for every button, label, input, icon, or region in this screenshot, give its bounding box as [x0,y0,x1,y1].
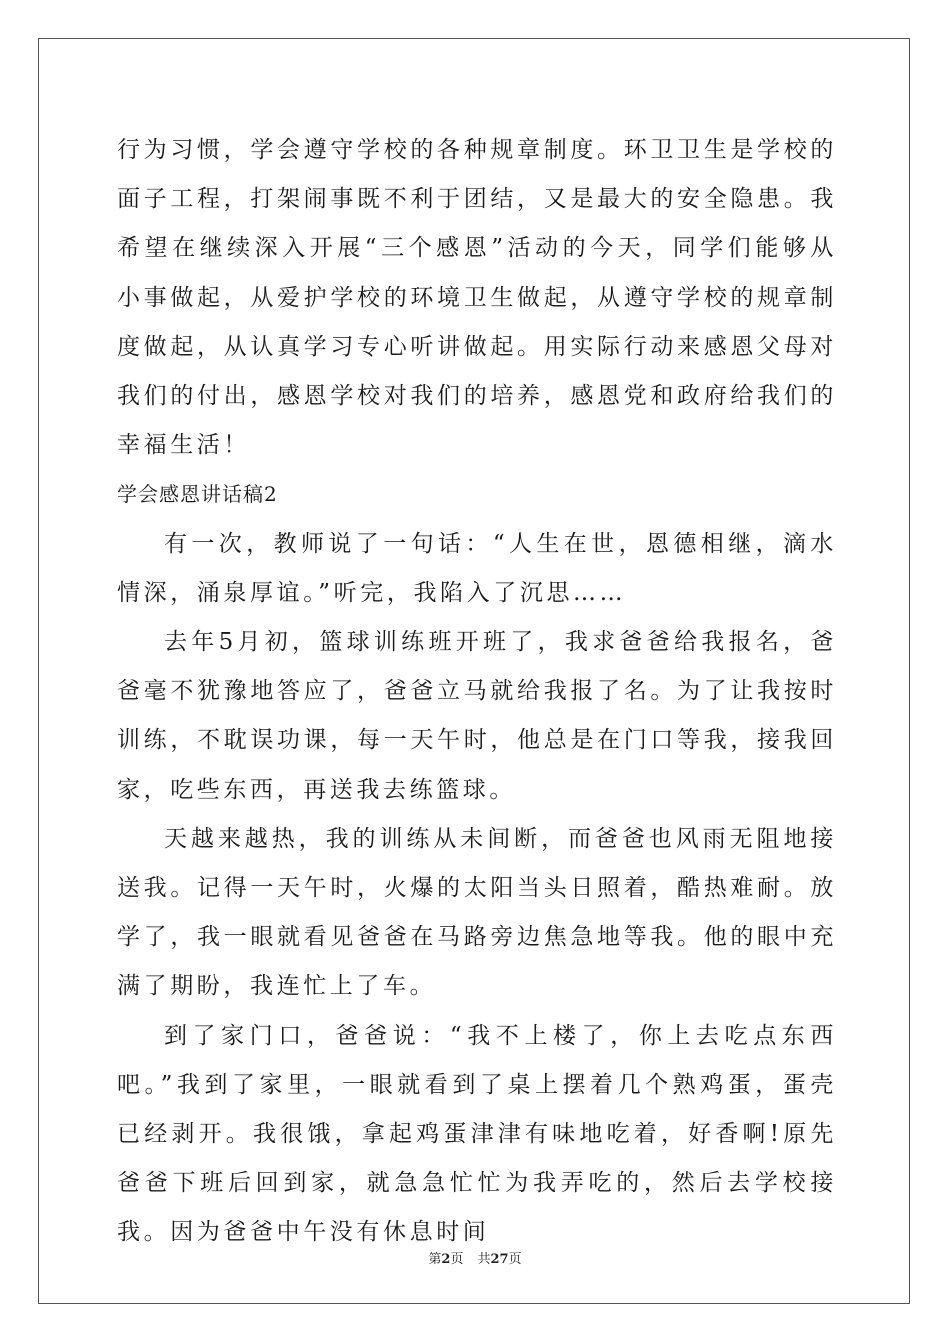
page-suffix: 页 [450,1252,464,1267]
paragraph-4: 天越来越热，我的训练从未间断，而爸爸也风雨无阻地接送我。记得一天午时，火爆的太阳当头日照着，酷热难耐。放学了，我一眼就看见爸爸在马路旁边焦急地等我。他的眼中充满了期盼，我连忙上了车。 [117,825,837,1000]
paragraph-3: 去年5月初，篮球训练班开班了，我求爸爸给我报名，爸爸毫不犹豫地答应了，爸爸立马就给我报了名。为了让我按时训练，不耽误功课，每一天午时，他总是在门口等我，接我回家，吃些东西，再送我去练篮球。 [117,629,837,803]
document-body [117,126,837,1258]
page-number: 2 [441,1252,451,1267]
paragraph-2: 有一次，教师说了一句话：“人生在世，恩德相继，滴水情深，涌泉厚谊。”听完，我陷入了沉思…… [117,530,837,606]
total-suffix: 页 [508,1252,522,1267]
paragraph-1: 行为习惯，学会遵守学校的各种规章制度。环卫卫生是学校的面子工程，打架闹事既不利于团结，又是最大的安全隐患。我希望在继续深入开展“三个感恩”活动的今天，同学们能够从小事做起，从爱护学校的环境卫生做起，从遵守学校的规章制度做起，从认真学习专心听讲做起。用实际行动来感恩父母对我们的付出，感恩学校对我们的培养，感恩党和政府给我们的幸福生活！ [117,137,837,459]
paragraph-5: 到了家门口，爸爸说：“我不上楼了，你上去吃点东西吧。”我到了家里，一眼就看到了桌上摆着几个熟鸡蛋，蛋壳已经剥开。我很饿，拿起鸡蛋津津有味地吃着，好香啊!原先爸爸下班后回到家，就急急忙忙为我弄吃的，然后去学校接我。因为爸爸中午没有休息时间 [117,1022,837,1246]
total-pages: 27 [490,1252,509,1267]
total-prefix: 共 [477,1252,491,1267]
page-prefix: 第 [428,1252,442,1267]
page-footer [0,1248,950,1267]
section-heading: 学会感恩讲话稿2 [117,482,278,507]
